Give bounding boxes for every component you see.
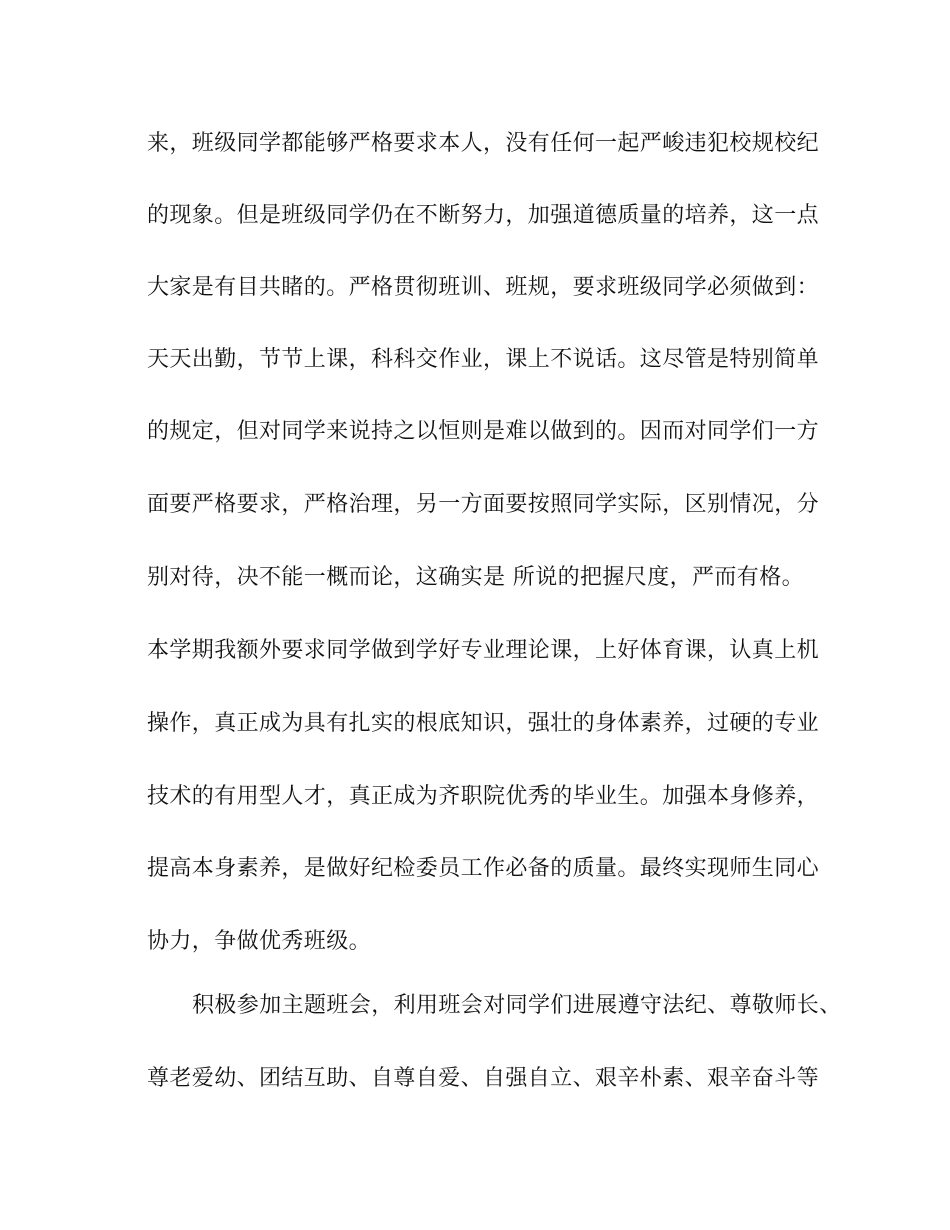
text-line-4: 天天出勤，节节上课，科科交作业，课上不说话。这尽管是特别简单 <box>147 347 820 372</box>
text-line-2: 的现象。但是班级同学仍在不断努力，加强道德质量的培养，这一点 <box>147 203 820 228</box>
text-line-5: 的规定，但对同学来说持之以恒则是难以做到的。因而对同学们一方 <box>147 419 820 444</box>
text-line-13-paragraph-start: 积极参加主题班会，利用班会对同学们进展遵守法纪、尊敬师长、 <box>192 993 842 1018</box>
text-line-6: 面要严格要求，严格治理，另一方面要按照同学实际，区别情况，分 <box>147 492 820 517</box>
text-line-10: 技术的有用型人才，真正成为齐职院优秀的毕业生。加强本身修养， <box>147 784 820 809</box>
text-line-8: 本学期我额外要求同学做到学好专业理论课，上好体育课，认真上机 <box>147 638 820 663</box>
text-line-1: 来，班级同学都能够严格要求本人，没有任何一起严峻违犯校规校纪 <box>147 131 820 156</box>
text-line-3: 大家是有目共睹的。严格贯彻班训、班规，要求班级同学必须做到： <box>147 275 820 300</box>
text-line-11: 提高本身素养，是做好纪检委员工作必备的质量。最终实现师生同心 <box>147 856 820 881</box>
text-line-12: 协力，争做优秀班级。 <box>147 929 372 954</box>
text-line-7: 别对待，决不能一概而论，这确实是 所说的把握尺度，严而有格。 <box>147 565 804 590</box>
text-line-9: 操作，真正成为具有扎实的根底知识，强壮的身体素养，过硬的专业 <box>147 711 820 736</box>
text-line-14: 尊老爱幼、团结互助、自尊自爱、自强自立、艰辛朴素、艰辛奋斗等 <box>147 1066 820 1091</box>
